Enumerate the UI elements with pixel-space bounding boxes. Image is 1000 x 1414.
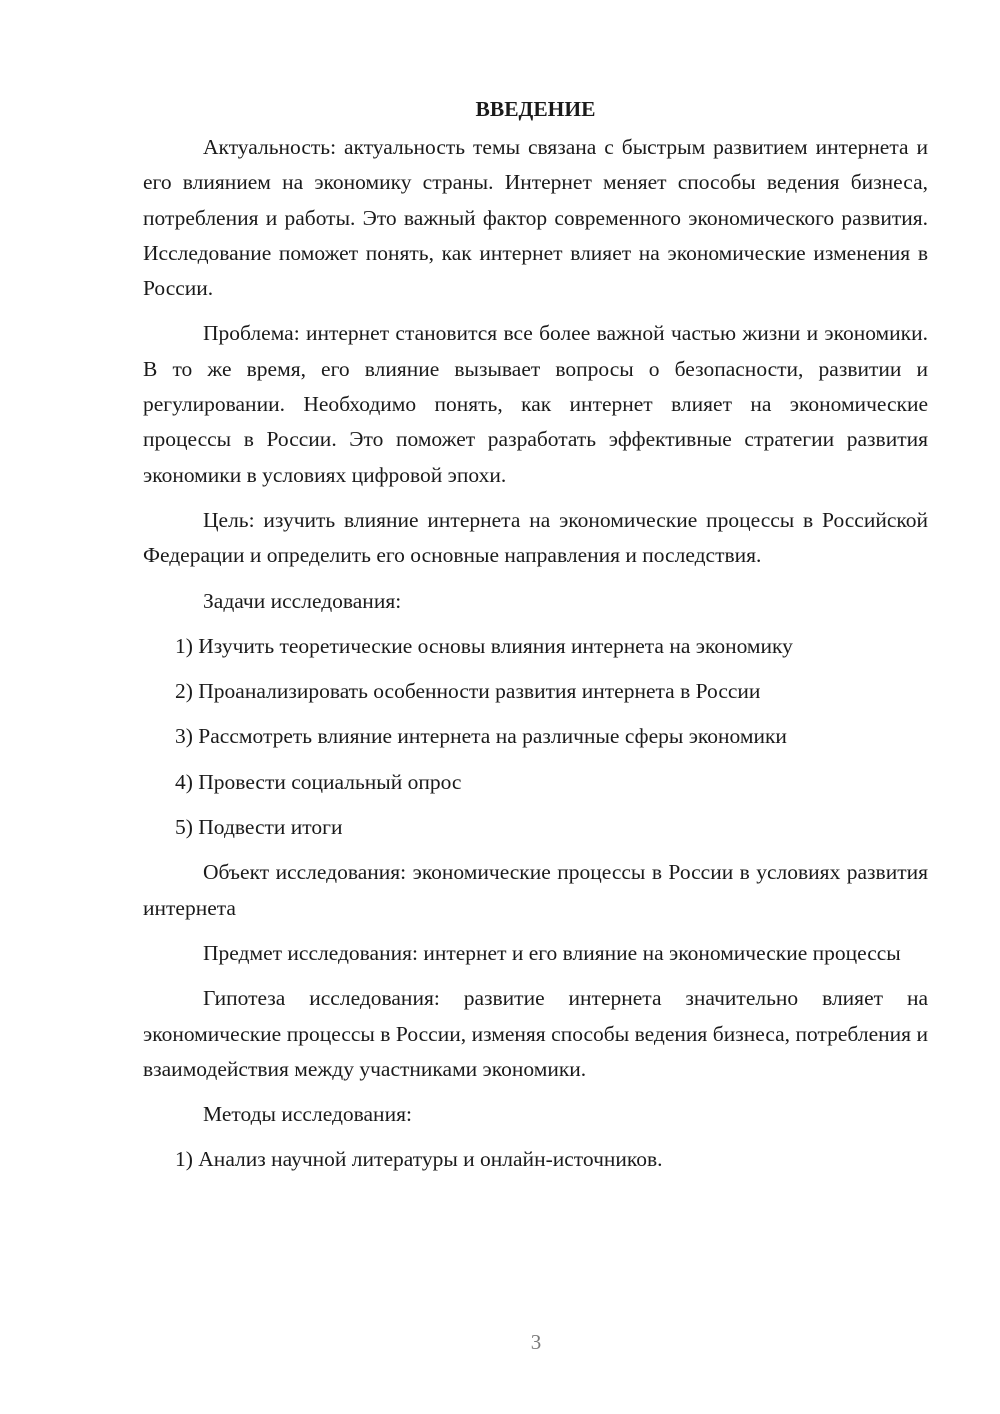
object-paragraph: Объект исследования: экономические процессы в России в условиях развития интернета: [143, 860, 928, 920]
subject-paragraph: Предмет исследования: интернет и его влияние на экономические процессы: [203, 940, 901, 965]
page-number: 3: [530, 1330, 542, 1354]
task-item-4: 4) Провести социальный опрос: [175, 769, 462, 794]
relevance-paragraph: Актуальность: актуальность темы связана с быстрым развитием интернета и его влиянием на экономику страны. Интернет меняет способы ведения бизнеса, потребления и работы. Это важный фактор современного экономического развития. Исследование поможет понять, как интернет влияет на экономические изменения в России.: [143, 135, 928, 301]
task-item-3: 3) Рассмотреть влияние интернета на различные сферы экономики: [175, 724, 787, 749]
page-title: ВВЕДЕНИЕ: [475, 97, 596, 121]
tasks-heading: Задачи исследования:: [203, 588, 402, 613]
goal-paragraph: Цель: изучить влияние интернета на экономические процессы в Российской Федерации и определить его основные направления и последствия.: [143, 507, 928, 568]
hypothesis-paragraph: Гипотеза исследования: развитие интернета значительно влияет на экономические процессы в России, изменяя способы ведения бизнеса, потребления и взаимодействия между участниками экономики.: [143, 986, 928, 1081]
task-item-5: 5) Подвести итоги: [175, 815, 343, 840]
methods-heading: Методы исследования:: [203, 1102, 412, 1127]
problem-paragraph: Проблема: интернет становится все более важной частью жизни и экономики. В то же время, его влияние вызывает вопросы о безопасности, развитии и регулировании. Необходимо понять, как интернет влияет на экономические процессы в России. Это поможет разработать эффективные стратегии развития экономики в условиях цифровой эпохи.: [143, 321, 928, 487]
task-item-2: 2) Проанализировать особенности развития интернета в России: [175, 679, 761, 704]
task-item-1: 1) Изучить теоретические основы влияния интернета на экономику: [175, 633, 793, 658]
method-item-1: 1) Анализ научной литературы и онлайн-источников.: [175, 1147, 663, 1172]
document-page: [143, 92, 928, 1188]
